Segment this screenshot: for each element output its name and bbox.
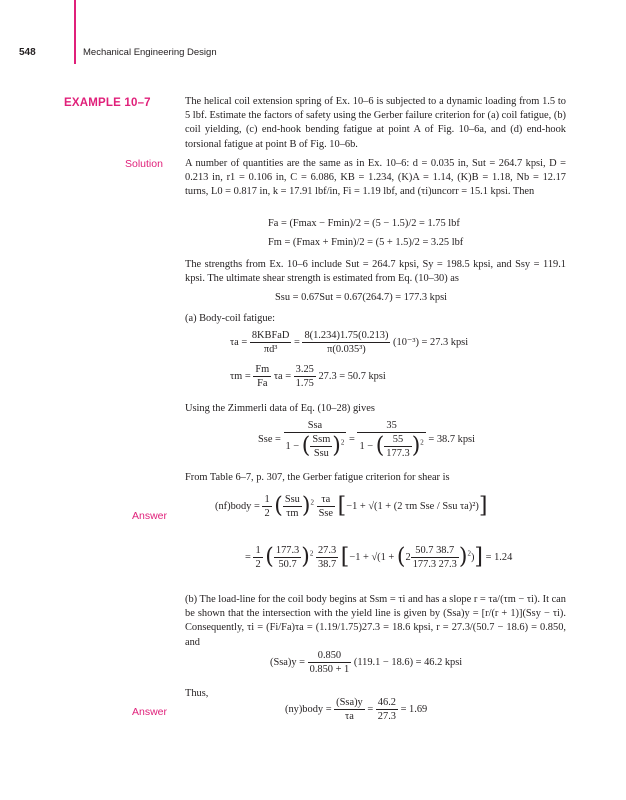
strengths-paragraph: The strengths from Ex. 10–6 include Sut = 264.7 kpsi, Sy = 198.5 kpsi, and Ssy = 119.1 kpsi. The ultimate shear strength is estimated from Eq. (10–30) as [185, 259, 566, 285]
example-statement: The helical coil extension spring of Ex. 10–6 is subjected to a dynamic loading from 1.5 to 5 lbf. Estimate the factors of safety using the Gerber failure criterion for (a) coil fatigue, (b) coil yielding, (c) end-hook bending fatigue at point A of Fig. 10–6a, and (d) end-hook torsional fatigue at point B of Fig. 10–6b. [185, 96, 566, 150]
part-a-heading: (a) Body-coil fatigue: [185, 313, 276, 324]
equation-ny: (ny)body = $\frac{\text{(Ssa)y}}{\tau a}$ = $\frac{46.2}{27.3}$ = 1.69 [285, 697, 428, 722]
zimmerli-text: Using the Zimmerli data of Eq. (10–28) gives [185, 403, 375, 414]
equation-nf-symbolic: (nf)body = $\frac{1}{2}$ ( $\frac{\text{Ssu}}{\tau m}$ )$^2$ $\frac{\tau a}{\text{Sse}}$ [−1 + √(1 + (2 τm Sse / Ssu τa)²)] [215, 493, 488, 519]
gerber-table-text: From Table 6–7, p. 307, the Gerber fatigue criterion for shear is [185, 472, 450, 483]
equation-ssa-y: (Ssa)y = $\frac{0.850}{0.850 + 1}$ (119.1 − 18.6) = 46.2 kpsi [270, 650, 463, 675]
answer-label-1: Answer [132, 510, 168, 522]
header-rule [74, 0, 76, 64]
equation-nf-numeric: = $\frac{1}{2}$ ( $\frac{177.3}{50.7}$ )$^2$ $\frac{27.3}{38.7}$ [−1 + √(1 + (2 $\frac{50.7 38.7}{177.3 27.3}$ )$^2$)] = 1.24 [245, 544, 513, 570]
example-label: EXAMPLE 10–7 [64, 97, 151, 109]
solution-intro: A number of quantities are the same as in Ex. 10–6: d = 0.035 in, Sut = 264.7 kpsi, D = 0.213 in, r1 = 0.106 in, C = 6.086, KB = 1.234, (K)A = 1.14, (K)B = 1.18, Nb = 12.17 turns, L0 = 0.817 in, k = 17.91 lbf/in, Fi = 1.19 lbf, and (τi)uncorr = 15.1 kpsi. Then [185, 158, 566, 198]
thus-text: Thus, [185, 688, 209, 699]
equation-tau-m: τm = $\frac{Fm}{Fa}$ τa = $\frac{3.25}{1.75}$ 27.3 = 50.7 kpsi [230, 364, 386, 389]
part-b-paragraph: (b) The load-line for the coil body begins at Ssm = τi and has a slope r = τa/(τm − τi). It can be shown that the intersection with the yield line is given by (Ssa)y = [r/(r + 1)](Ssy − τi). Consequently, τi = (Fi/Fa)τa = (1.19/1.75)27.3 = 18.6 kpsi, r = 27.3/(50.7 − 18.6) = 0.850, and [185, 594, 566, 648]
answer-label-2: Answer [132, 706, 168, 718]
running-title: Mechanical Engineering Design [83, 47, 217, 58]
page-number: 548 [19, 47, 36, 58]
equation-fm: Fm = (Fmax + Fmin)/2 = (5 + 1.5)/2 = 3.25 lbf [268, 237, 464, 248]
solution-label: Solution [125, 158, 163, 170]
equation-ssu: Ssu = 0.67Sut = 0.67(264.7) = 177.3 kpsi [275, 292, 448, 303]
equation-fa: Fa = (Fmax − Fmin)/2 = (5 − 1.5)/2 = 1.75 lbf [268, 218, 460, 229]
equation-sse: Sse = Ssa 1 − ( $\frac{\text{Ssm}}{\text{Ssu}}$ )$^2$ = 35 1 − ( $\frac{55}{177.3}$ )$^2$ = 38.7 kpsi [258, 420, 475, 459]
equation-tau-a: τa = $\frac{\text{8KBFaD}}{\text{πd³}}$ = $\frac{8(1.234)1.75(0.213)}{\text{π(0.035³)}}$ (10⁻³) = 27.3 kpsi [230, 330, 469, 355]
